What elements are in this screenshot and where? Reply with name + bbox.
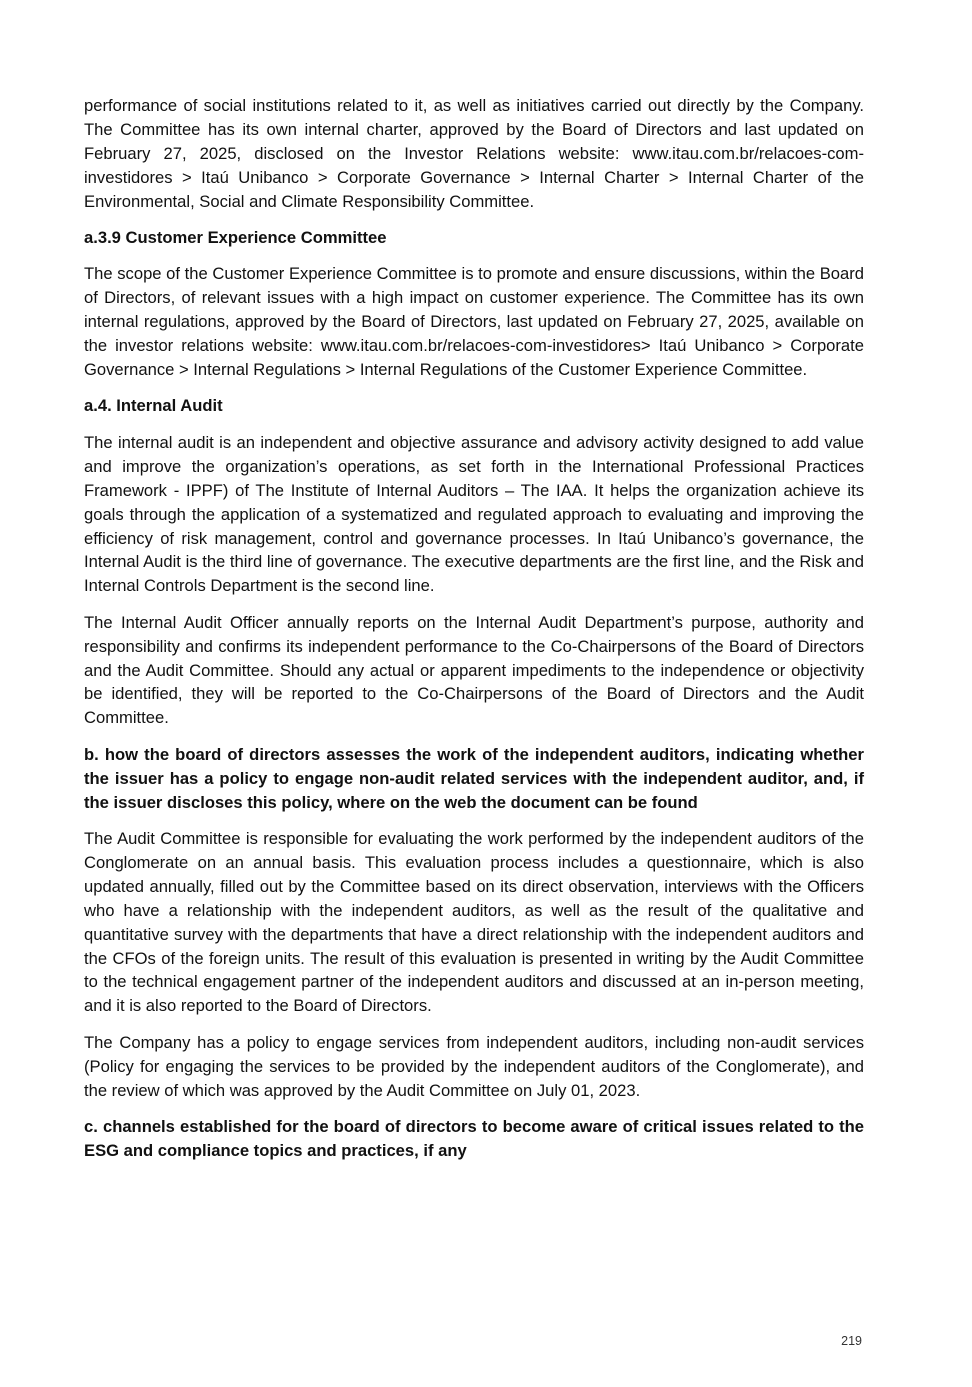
heading-internal-audit: a.4. Internal Audit: [84, 396, 223, 416]
paragraph-intro: performance of social institutions related to it, as well as initiatives carried out directly by the Company. The Committee has its own internal charter, approved by the Board of Directors and last updated on February 27, 2025, disclosed on the Investor Relations website: www.itau.com.br/relacoes-com-investidores > Itaú Unibanco > Corporate Governance > Internal Charter > Internal Charter of the Environmental, Social and Climate Responsibility Committee.: [84, 96, 864, 211]
heading-section-b: b. how the board of directors assesses the work of the independent auditors, indicating whether the issuer has a policy to engage non-audit related services with the independent auditor, and, if the issuer discloses this policy, where on the web the document can be found: [84, 744, 864, 812]
paragraph-section-b-2: The Company has a policy to engage services from independent auditors, including non-audit services (Policy for engaging the services to be provided by the independent auditors of the Conglomerate), and the review of which was approved by the Audit Committee on July 01, 2023.: [84, 1032, 864, 1100]
heading-section-c: c. channels established for the board of directors to become aware of critical issues related to the ESG and compliance topics and practices, if any: [84, 1116, 864, 1160]
paragraph-customer-experience-committee: The scope of the Customer Experience Committee is to promote and ensure discussions, within the Board of Directors, of relevant issues with a high impact on customer experience. The Committee has its own internal regulations, approved by the Board of Directors, last updated on February 27, 2025, available on the investor relations website: www.itau.com.br/relacoes-com-investidores> Itaú Unibanco > Corporate Governance > Internal Regulations > Internal Regulations of the Customer Experience Committee.: [84, 264, 864, 380]
paragraph-section-b-1: The Audit Committee is responsible for evaluating the work performed by the independent auditors of the Conglomerate on an annual basis. This evaluation process includes a questionnaire, which is also updated annually, filled out by the Committee based on its direct observation, interviews with the Officers who have a relationship with the independent auditors, as well as the result of the qualitative and quantitative survey with the departments that have a direct relationship with the independent auditors and the CFOs of the foreign units. The result of this evaluation is presented in writing by the Audit Committee to the technical engagement partner of the independent auditors and discussed at an in-person meeting, and it is also reported to the Board of Directors.: [84, 828, 864, 1016]
paragraph-internal-audit-1: The internal audit is an independent and objective assurance and advisory activity designed to add value and improve the organization’s operations, as set forth in the International Professional Practices Framework - IPPF) of The Institute of Internal Auditors – The IAA. It helps the organization achieve its goals through the application of a systematized and regulated approach to evaluating and improving the efficiency of risk management, control and governance processes. In Itaú Unibanco’s governance, the Internal Audit is the third line of governance. The executive departments are the first line, and the Risk and Internal Controls Department is the second line.: [84, 432, 864, 596]
page-number: 219: [841, 1334, 862, 1348]
document-body: [84, 94, 864, 1175]
heading-customer-experience-committee: a.3.9 Customer Experience Committee: [84, 228, 387, 248]
paragraph-internal-audit-2: The Internal Audit Officer annually reports on the Internal Audit Department’s purpose, authority and responsibility and confirms its independent performance to the Co-Chairpersons of the Board of Directors and the Audit Committee. Should any actual or apparent impediments to the independence or objectivity be identified, they will be reported to the Co-Chairpersons of the Board of Directors and the Audit Committee.: [84, 612, 864, 728]
